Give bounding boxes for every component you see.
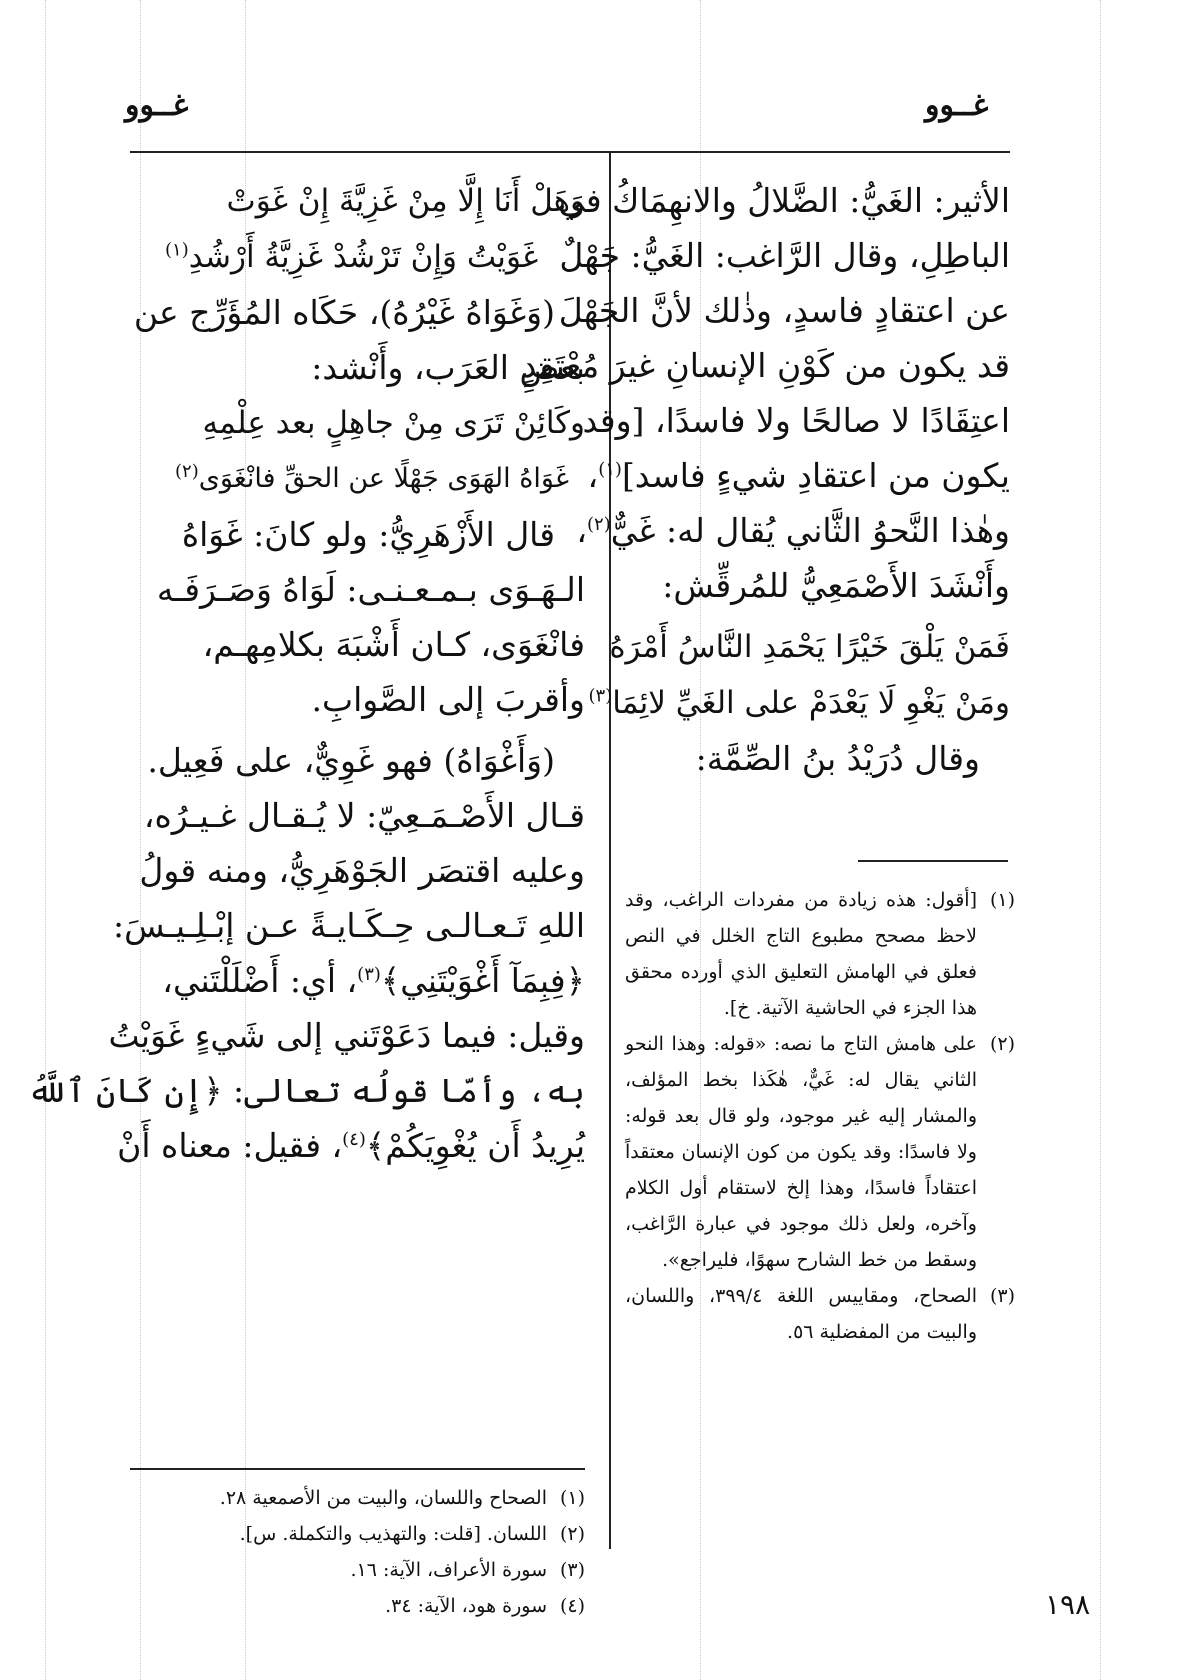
- footnote-text: سورة هود، الآية: ٣٤.: [385, 1595, 547, 1617]
- footnote: [625, 1278, 1015, 1350]
- footnote-text: الصحاح واللسان، والبيت من الأصمعية ٢٨.: [219, 1487, 547, 1509]
- verse-hemistich-1: فَمَنْ يَلْقَ خَيْرًا يَحْمَدِ النَّاسُ أَمْرَهُ: [609, 629, 1010, 665]
- right-column: [521, 173, 1010, 786]
- punctuation: ،: [587, 456, 599, 495]
- footnote-ref: (١): [165, 239, 189, 261]
- header-rule-left: [130, 151, 610, 153]
- footnote-number: (١): [559, 1487, 585, 1509]
- verse-hemistich-1: وكَائِنْ تَرَى مِنْ جاهِلٍ بعد عِلْمِهِ: [202, 405, 585, 441]
- footnote-text: الصحاح، ومقاييس اللغة ٣٩٩/٤، واللسان، والبيت من المفضلية ٥٦.: [625, 1285, 978, 1343]
- text-line: عن اعتقادٍ فاسدٍ، وذٰلك لأنَّ الجَهْلَ: [558, 291, 1010, 330]
- footnote-text: سورة الأعراف، الآية: ١٦.: [350, 1559, 547, 1581]
- footnote-ref: (١): [598, 459, 622, 480]
- verse-hemistich-2: [130, 229, 585, 285]
- page-number: ١٩٨: [1045, 1588, 1091, 1621]
- header-rule-right: [610, 151, 1010, 153]
- running-header-right: غــوو: [925, 88, 989, 123]
- left-column: [27, 173, 585, 1173]
- verse-text: غَوَاهُ الهَوَى جَهْلًا عن الحقِّ فانْغَوَى: [198, 463, 569, 494]
- text-line: الـهَـوَى بـمـعـنـى: لَوَاهُ وَصَـرَفَـه: [156, 570, 585, 609]
- verse-text: غَوَيْتُ وَإِنْ تَرْشُدْ غَزِيَّةُ أَرْشُدِ: [188, 239, 539, 275]
- verse-hemistich-1: وَهَلْ أَنَا إِلَّا مِنْ غَزِيَّةَ إِنْ غَوَتْ: [226, 183, 585, 219]
- footnote-number: (٣): [559, 1559, 585, 1581]
- footnote-number: (٢): [989, 1033, 1015, 1055]
- text-line: به، وأمّا قولُه تعالى: ﴿إِن كَانَ ٱللَّهُ: [27, 1071, 585, 1110]
- text-line: اعتِقَادًا لا صالحًا ولا فاسدًا، [وقد: [582, 401, 1010, 440]
- footnote-ref: (٣): [357, 964, 381, 985]
- verse-hemistich-2: [130, 451, 585, 507]
- text-line: وأَنْشَدَ الأَصْمَعِيُّ للمُرقِّش:: [662, 566, 1010, 605]
- verse-text: ومَنْ يَغْوِ لَا يَعْدَمْ على الغَيِّ لائِمَا: [612, 685, 1010, 721]
- text-line: (وَأَغْوَاهُ) فهو غَوِيٌّ، على فَعِيل.: [147, 741, 555, 780]
- verse-hemistich-2: [588, 675, 1010, 731]
- text-line: وعليه اقتصَر الجَوْهَرِيُّ، ومنه قولُ: [139, 851, 585, 890]
- text-line: قد يكون من كَوْنِ الإنسانِ غيرَ مُعْتَقِدٍ: [521, 346, 1010, 385]
- footnote: [625, 882, 1015, 1026]
- text-line: وقال دُرَيْدُ بنُ الصِّمَّة:: [695, 739, 980, 778]
- footnote: [130, 1552, 585, 1588]
- footnote-ref: (٢): [175, 461, 199, 482]
- text-line: وقيل: فيما دَعَوْتَني إلى شَيءٍ غَوَيْتُ: [108, 1016, 585, 1055]
- footnotes-right: [625, 882, 1015, 1350]
- text-line: وأقربَ إلى الصَّوابِ.: [311, 680, 585, 719]
- footnote-text: اللسان. [قلت: والتهذيب والتكملة. س].: [239, 1523, 547, 1545]
- footnote: [130, 1588, 585, 1624]
- punctuation: ،: [576, 511, 587, 550]
- text-line: الباطِلِ، وقال الرَّاغب: الغَيُّ: جَهْلٌ: [559, 236, 1010, 275]
- footnote-text: على هامش التاج ما نصه: «قوله: وهذا النحو الثاني يقال له: غَيٌّ، هٰكَذا بخط المؤلف، والمشار إليه غير موجود، ولو قال بعد قوله: ولا فاسدًا: وقد يكون من كون الإنسان معتقداً اعتقاداً فاسدًا، وهذا إلخ لاستقام أول الكلام وآخره، ولعل ذلك موجود في عبارة الرَّاغب، وسقط من خط الشارح سهوًا، فليراجع».: [625, 1033, 977, 1271]
- text-span: يكون من اعتقادِ شيءٍ فاسد]: [621, 456, 1010, 495]
- text-line: فانْغَوَى، كـان أَشْبَهَ بكلامِهـم،: [202, 625, 585, 664]
- scan-guide-line: [45, 0, 46, 1680]
- footnote-ref: (٢): [586, 514, 611, 535]
- text-span: ، فقيل: معناه أَنْ: [117, 1126, 343, 1165]
- text-line: [576, 503, 1010, 558]
- footnote-number: (٢): [559, 1523, 585, 1545]
- footnote-number: (٣): [989, 1285, 1015, 1307]
- footnote-number: (١): [989, 889, 1015, 911]
- footnote-ref: (٣): [588, 685, 613, 707]
- text-line: اللهِ تَـعـالـى حِـكَـايـةً عـن إبْـلِـيـسَ:: [113, 906, 585, 945]
- running-header-left: غــوو: [125, 88, 189, 123]
- text-line: بعضِ العَرَب، وأَنْشد:: [311, 348, 585, 387]
- text-span: وهٰذا النَّحوُ الثَّاني يُقال له: غَيٌّ: [610, 511, 1010, 550]
- quran-quote: يُرِيدُ أَن يُغْوِيَكُمْ﴾: [365, 1126, 585, 1165]
- footnote-rule-left: [130, 1468, 585, 1470]
- footnote-number: (٤): [559, 1595, 585, 1617]
- text-line: قـال الأَصْـمَـعِيّ: لا يُـقـال غـيـرُه،: [143, 796, 585, 835]
- footnote-text: [أقول: هذه زيادة من مفردات الراغب، وقد لاحظ مصحح مطبوع التاج الخلل في النص فعلق في الهامش التعليق الذي أورده محقق هذا الجزء في الحاشية الآتية. خ].: [625, 889, 977, 1019]
- footnotes-left: [130, 1480, 585, 1624]
- text-span: ، أي: أَضْلَلْتَني،: [162, 961, 358, 1000]
- footnote: [130, 1480, 585, 1516]
- text-line: الأثير: الغَيُّ: الضَّلالُ والانهِمَاكُ في: [558, 181, 1010, 220]
- text-line: [587, 448, 1010, 503]
- text-line: (وَغَوَاهُ غَيْرُهُ)، حَكَاه المُؤَرِّج عن: [133, 293, 555, 332]
- scan-guide-line: [1100, 0, 1101, 1680]
- text-line: [130, 953, 585, 1008]
- text-line: قال الأَزْهَرِيُّ: ولو كانَ: غَوَاهُ: [181, 515, 555, 554]
- quran-quote: ﴿فِبِمَآ أَغْوَيْتَنِي﴾: [380, 961, 585, 1000]
- footnote-rule-right: [858, 860, 1008, 862]
- footnote: [625, 1026, 1015, 1278]
- footnote: [130, 1516, 585, 1552]
- text-line: [117, 1118, 585, 1173]
- footnote-ref: (٤): [342, 1129, 366, 1150]
